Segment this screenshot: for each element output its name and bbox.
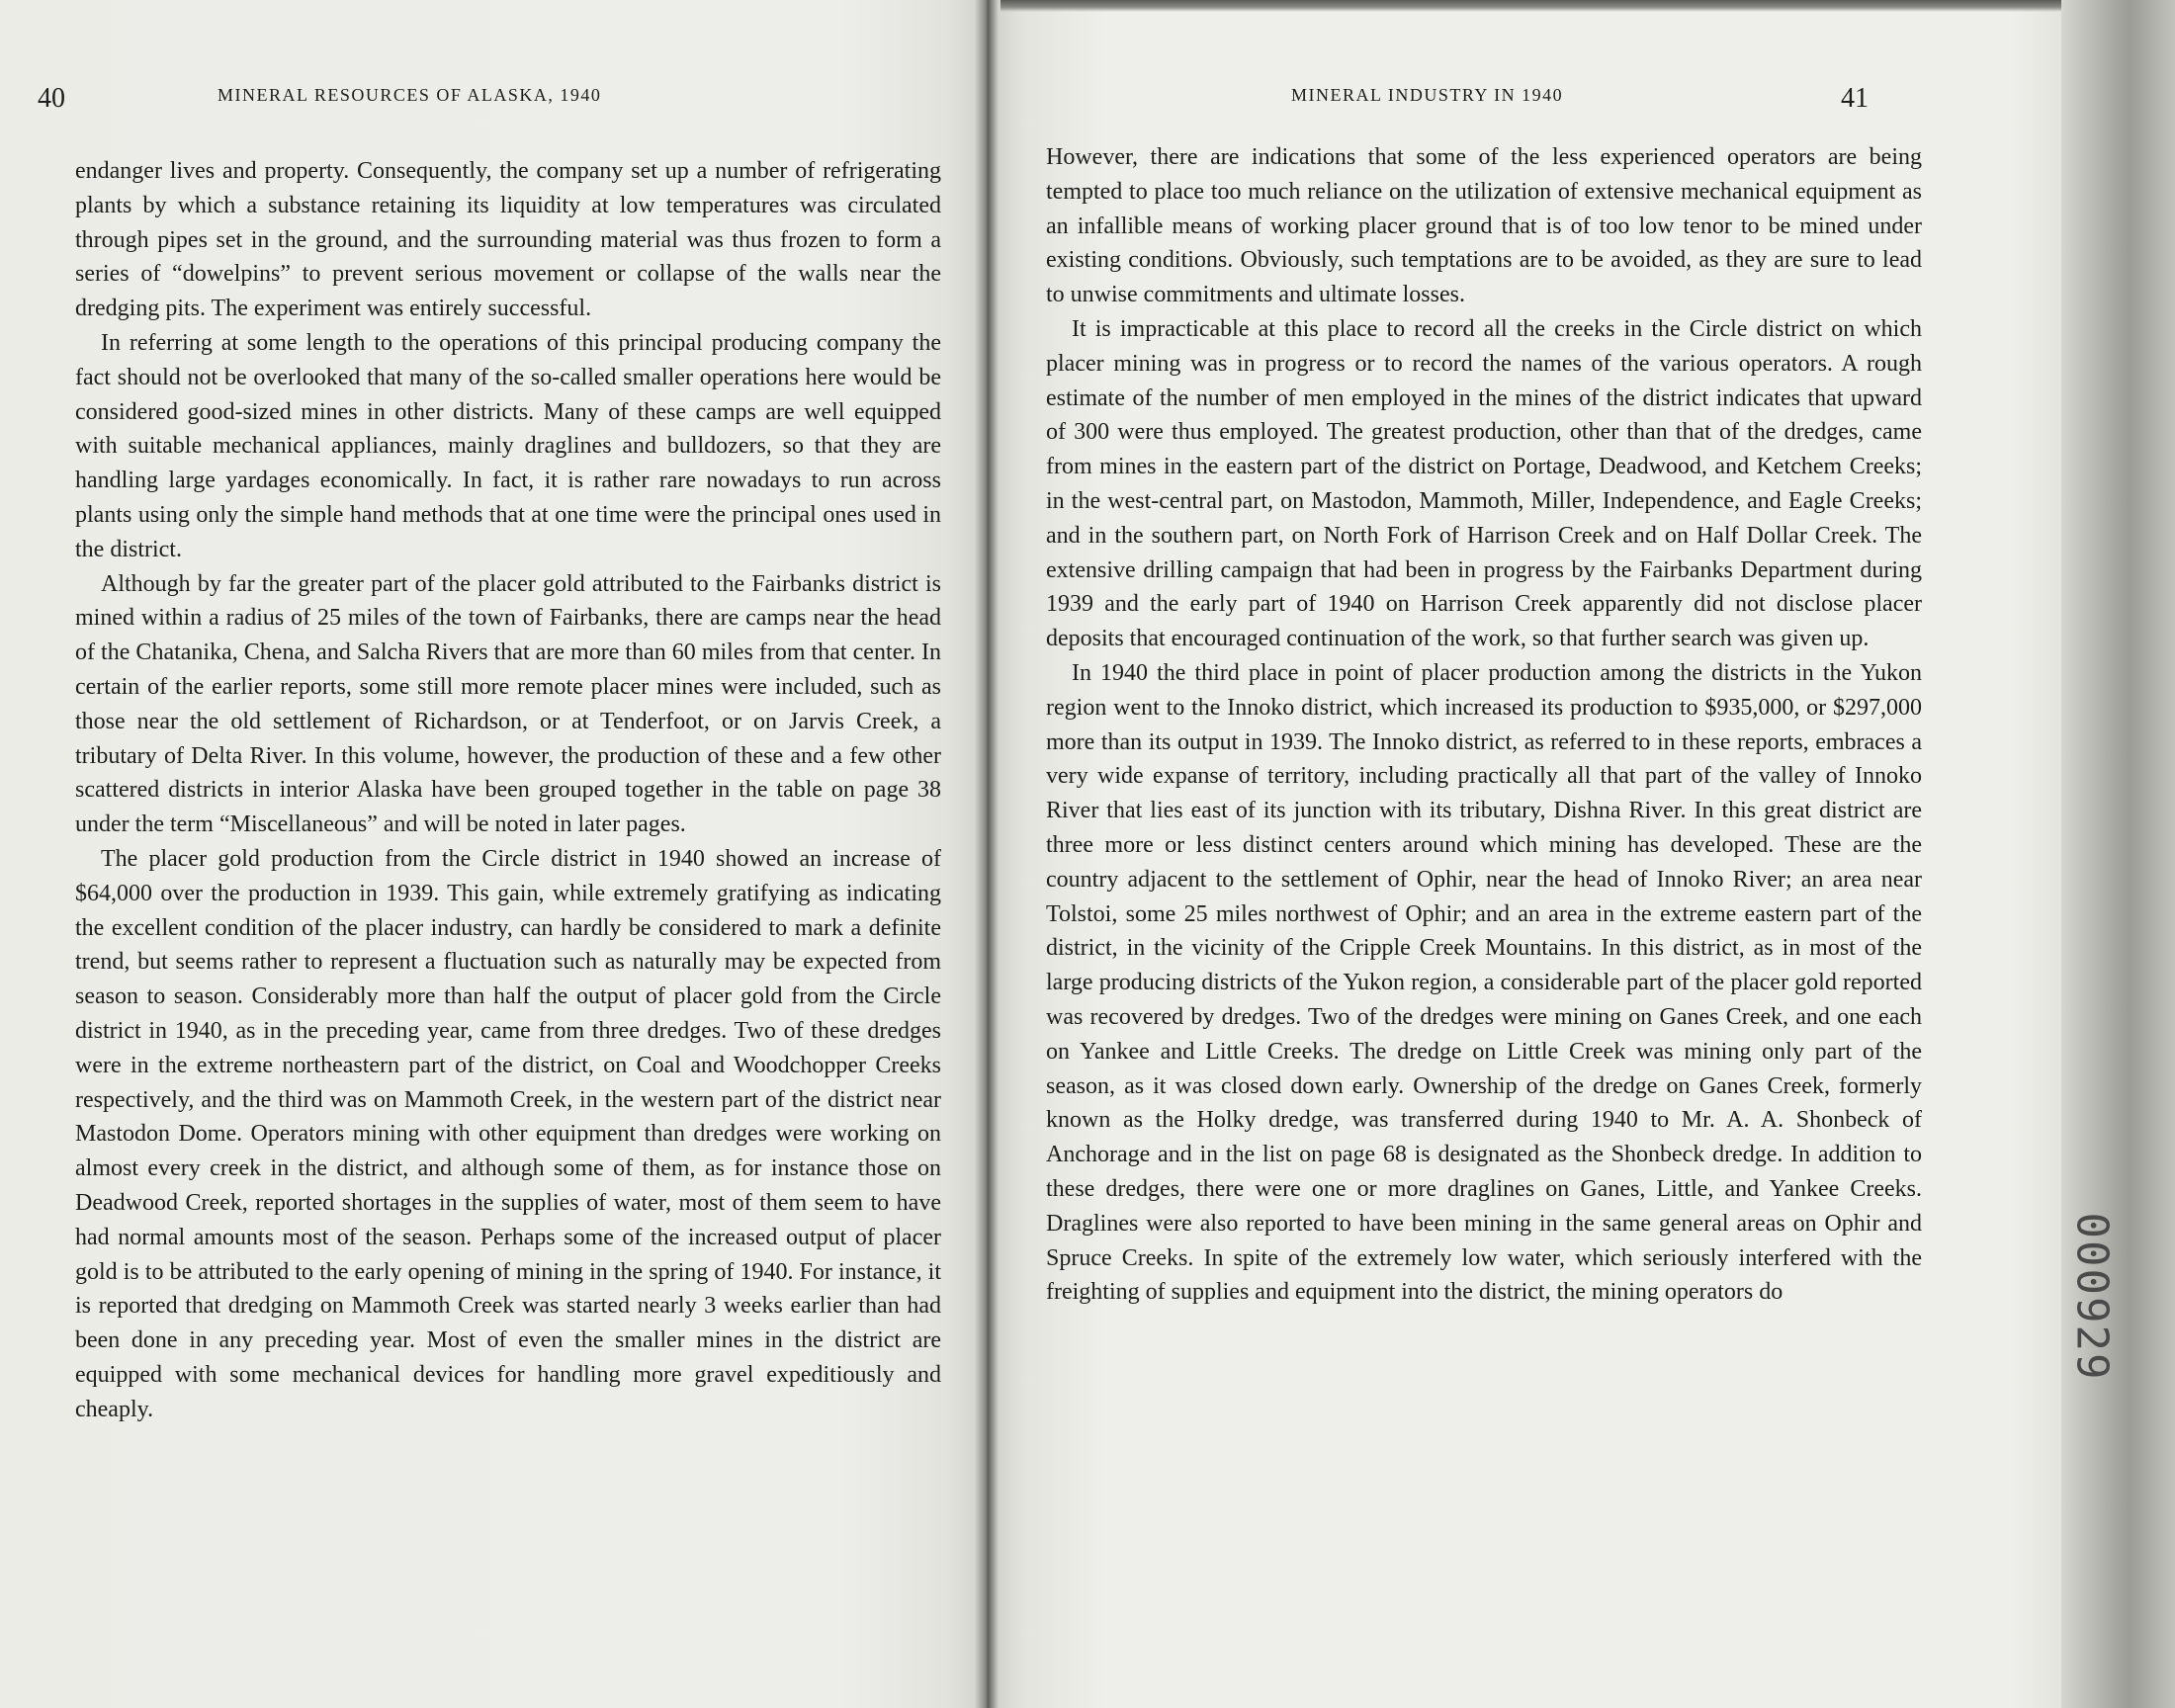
paragraph: In referring at some length to the operations of this principal producing company the fact should not be overlooked that many of the so-called smaller operations here would be considered good-sized mines in other districts. Many of these camps are well equipped with suitable mechanical appliances, mainly draglines and bulldozers, so that they are handling large yardages economically. In fact, it is rather rare nowadays to run across plants using only the simple hand methods that at one time were the principal ones used in the district. [75,329,941,562]
page-stack-edge [2061,0,2175,1708]
paragraph: In 1940 the third place in point of placer production among the districts in the Yukon region went to the Innoko district, which increased its production to $935,000, or $297,000 more than its output in 1939. The Innoko district, as referred to in these reports, embraces a very wide expanse of territory, including practically all that part of the valley of Innoko River that lies east of its junction with its tributary, Dishna River. In this great district are three more or less distinct centers around which mining has developed. These are the country adjacent to the settlement of Ophir, near the head of Innoko River; an area near Tolstoi, some 25 miles northwest of Ophir; and an area in the extreme eastern part of the district, in the vicinity of the Cripple Creek Mountains. In this district, as in most of the large producing districts of the Yukon region, a considerable part of the placer gold reported was recovered by dredges. Two of the dredges were mining on Ganes Creek, and one each on Yankee and Little Creeks. The dredge on Little Creek was mining only part of the season, as it was closed down early. Ownership of the dredge on Ganes Creek, formerly known as the Holky dredge, was transferred during 1940 to Mr. A. A. Shonbeck of Anchorage and in the list on page 68 is designated as the Shonbeck dredge. In addition to these dredges, there were one or more draglines on Ganes, Little, and Yankee Creeks. Draglines were also reported to have been mining in the same general areas on Ophir and Spruce Creeks. In spite of the extremely low water, which seriously interfered with the freighting of supplies and equipment into the district, the mining operators do [1046,659,1922,1306]
page-number: 40 [38,83,65,114]
paragraph: Although by far the greater part of the placer gold attributed to the Fairbanks district is mined within a radius of 25 miles of the town of Fairbanks, there are camps near the head of the Chatanika, Chena, and Salcha Rivers that are more than 60 miles from that center. In certain of the earlier reports, some still more remote placer mines were included, such as those near the old settlement of Richardson, or at Tenderfoot, or on Jarvis Creek, a tributary of Delta River. In this volume, however, the production of these and a few other scattered districts in interior Alaska have been grouped together in the table on page 38 under the term “Miscellaneous” and will be noted in later pages. [75,570,941,838]
paragraph: It is impracticable at this place to record all the creeks in the Circle district on which placer mining was in progress or to record the names of the various operators. A rough estimate of the number of men employed in the mines of the district indicates that upward of 300 were thus employed. The greatest production, other than that of the dredges, came from mines in the eastern part of the district on Portage, Deadwood, and Ketchem Creeks; in the west-central part, on Mastodon, Mammoth, Miller, Independence, and Eagle Creeks; and in the southern part, on North Fork of Harrison Creek and on Half Dollar Creek. The extensive drilling campaign that had been in progress by the Fairbanks Department during 1939 and the early part of 1940 on Harrison Creek apparently did not disclose placer deposits that encouraged continuation of the work, so that further search was given up. [1046,315,1922,652]
page-number: 41 [1841,83,1869,114]
page-top-edge [1000,0,2175,12]
paragraph: The placer gold production from the Circle district in 1940 showed an increase of $64,000 over the production in 1939. This gain, while extremely gratifying as indicating the excellent condition of the placer industry, can hardly be considered to mark a definite trend, but seems rather to represent a fluctuation such as naturally may be expected from season to season. Considerably more than half the output of placer gold from the Circle district in 1940, as in the preceding year, came from three dredges. Two of these dredges were in the extreme northeastern part of the district, on Coal and Woodchopper Creeks respectively, and the third was on Mammoth Creek, in the western part of the district near Mastodon Dome. Operators mining with other equipment than dredges were working on almost every creek in the district, and although some of them, as for instance those on Deadwood Creek, reported shortages in the supplies of water, most of them seem to have had normal amounts most of the season. Perhaps some of the increased output of placer gold is to be attributed to the early opening of mining in the spring of 1940. For instance, it is reported that dredging on Mammoth Creek was started nearly 3 weeks earlier than had been done in any preceding year. Most of even the smaller mines in the district are equipped with some mechanical devices for handling more gravel expeditiously and cheaply. [75,845,941,1422]
stamp-number: 000929 [2066,1212,2118,1382]
left-page [0,0,989,1708]
paragraph: However, there are indications that some of the less experienced operators are being tempted to place too much reliance on the utilization of extensive mechanical equipment as an infallible means of working placer ground that is of too low tenor to be mined under existing conditions. Obviously, such temptations are to be avoided, as they are sure to lead to unwise commitments and ultimate losses. [1046,144,1922,308]
body-text [1046,140,1922,1310]
running-head: MINERAL INDUSTRY IN 1940 [1291,85,1564,105]
paragraph: endanger lives and property. Consequently, the company set up a number of refrigerating plants by which a substance retaining its liquidity at low temperatures was circulated through pipes set in the ground, and the surrounding material was thus frozen to form a series of “dowelpins” to prevent serious movement or collapse of the walls near the dredging pits. The experiment was entirely successful. [75,158,941,322]
margin-stamp [2062,1198,2122,1396]
right-page [989,0,2175,1708]
gutter-shadow [975,0,999,1708]
body-text [75,154,941,1426]
running-head: MINERAL RESOURCES OF ALASKA, 1940 [218,85,602,105]
